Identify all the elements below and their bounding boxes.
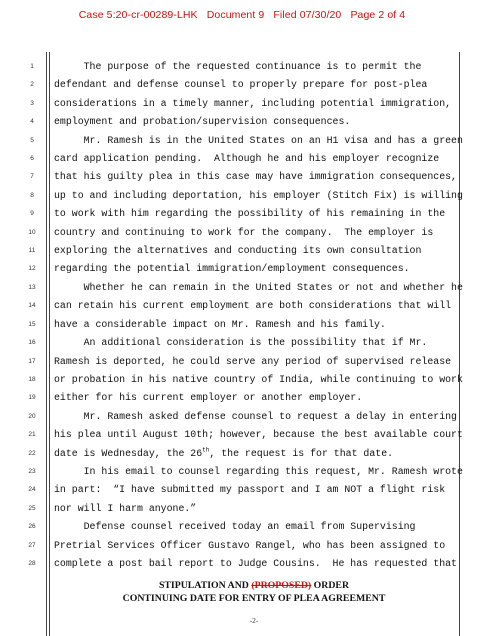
filed-date: Filed 07/30/20 [273, 9, 342, 21]
line-number: 18 [28, 375, 36, 383]
line-number: 21 [28, 431, 36, 439]
line-number: 24 [28, 486, 36, 494]
line-number: 17 [28, 357, 36, 365]
footer-title-struck-word: (PROPOSED) [251, 580, 312, 591]
body-line: Pretrial Services Officer Gustavo Rangel, who has been assigned to [54, 539, 446, 551]
line-number: 22 [28, 449, 36, 457]
ordinal-suffix: th [202, 446, 210, 454]
line-number: 12 [28, 265, 36, 273]
body-line: employment and probation/supervision consequences. [54, 116, 351, 128]
line-number: 1 [30, 63, 34, 70]
body-line: or probation in his native country of India, while continuing to work [54, 373, 463, 385]
body-line: can retain his current employment are both considerations that will [54, 300, 452, 312]
line-number: 8 [30, 191, 34, 199]
body-line-part: date is Wednesday, the 26 [54, 447, 203, 459]
case-number: Case 5:20-cr-00289-LHK [78, 9, 198, 21]
line-number: 3 [30, 99, 34, 107]
line-number: 16 [28, 339, 36, 347]
body-line: regarding the potential immigration/employment consequences. [54, 263, 410, 275]
body-line: country and continuing to work for the company. The employer is [54, 226, 434, 238]
line-number: 27 [28, 541, 36, 549]
body-line: to work with him regarding the possibility of his remaining in the [54, 208, 446, 220]
body-line: either for his current employer or another employer. [54, 392, 363, 404]
ecf-header [0, 9, 484, 21]
body-line: Mr. Ramesh is in the United States on an H1 visa and has a green [54, 134, 463, 146]
body-line: up to and including deportation, his employer (Stitch Fix) is willing [54, 189, 463, 201]
line-number: 25 [28, 504, 36, 512]
body-line: complete a post bail report to Judge Cousins. He has requested that [54, 557, 457, 569]
body-line: The purpose of the requested continuance is to permit the [54, 61, 422, 72]
body-line: An additional consideration is the possibility that if Mr. [54, 337, 428, 349]
line-number: 20 [28, 412, 36, 420]
body-line-part: , the request is for that date. [209, 447, 394, 459]
pleading-line-numbers [22, 58, 42, 573]
footer-title-line-2: CONTINUING DATE FOR ENTRY OF PLEA AGREEMENT [122, 593, 386, 604]
body-line: Defense counsel received today an email from Supervising [54, 521, 416, 533]
line-number: 7 [30, 173, 34, 181]
line-number: 19 [28, 394, 36, 402]
page-number: -2- [249, 616, 259, 625]
line-number: 23 [28, 467, 36, 475]
body-line: card application pending. Although he and his employer recognize [54, 153, 440, 165]
body-line: Ramesh is deported, he could serve any period of supervised release [54, 355, 452, 367]
page-indicator: Page 2 of 4 [350, 9, 406, 21]
body-line: exploring the alternatives and conducting its own consultation [54, 245, 422, 257]
body-line [54, 445, 456, 463]
line-number: 10 [28, 228, 36, 236]
line-number: 14 [28, 302, 36, 310]
line-number: 4 [30, 118, 34, 126]
line-number: 15 [28, 320, 36, 328]
body-line: considerations in a timely manner, including potential immigration, [54, 97, 452, 109]
body-line: Whether he can remain in the United States or not and whether he [54, 281, 463, 293]
body-line: defendant and defense counsel to properly prepare for post-plea [54, 79, 428, 91]
left-margin-rule-outer [46, 52, 47, 636]
line-number: 9 [30, 210, 34, 218]
left-margin-rule-inner [49, 52, 50, 636]
line-number: 28 [28, 559, 36, 567]
body-line: In his email to counsel regarding this request, Mr. Ramesh wrote [54, 465, 463, 477]
body-line: that his guilty plea in this case may have immigration consequences, [54, 171, 457, 183]
footer-title-line-1 [49, 580, 459, 591]
line-number: 5 [30, 136, 34, 144]
body-line: nor will I harm anyone.” [54, 502, 197, 514]
line-number: 2 [30, 81, 34, 89]
body-line: have a considerable impact on Mr. Ramesh and his family. [54, 318, 386, 330]
footer-title-prefix: STIPULATION AND [158, 580, 252, 591]
body-line: his plea until August 10th; however, because the best available court [54, 429, 463, 441]
document-body [54, 58, 463, 573]
line-number: 6 [30, 155, 34, 163]
footer-title-suffix: ORDER [311, 580, 350, 591]
body-line: Mr. Ramesh asked defense counsel to request a delay in entering [54, 410, 457, 422]
line-number: 26 [28, 523, 36, 531]
body-line: in part: “I have submitted my passport and I am NOT a flight risk [54, 484, 446, 496]
line-number: 13 [28, 283, 36, 291]
document-number: Document 9 [206, 9, 265, 21]
line-number: 11 [28, 247, 36, 255]
